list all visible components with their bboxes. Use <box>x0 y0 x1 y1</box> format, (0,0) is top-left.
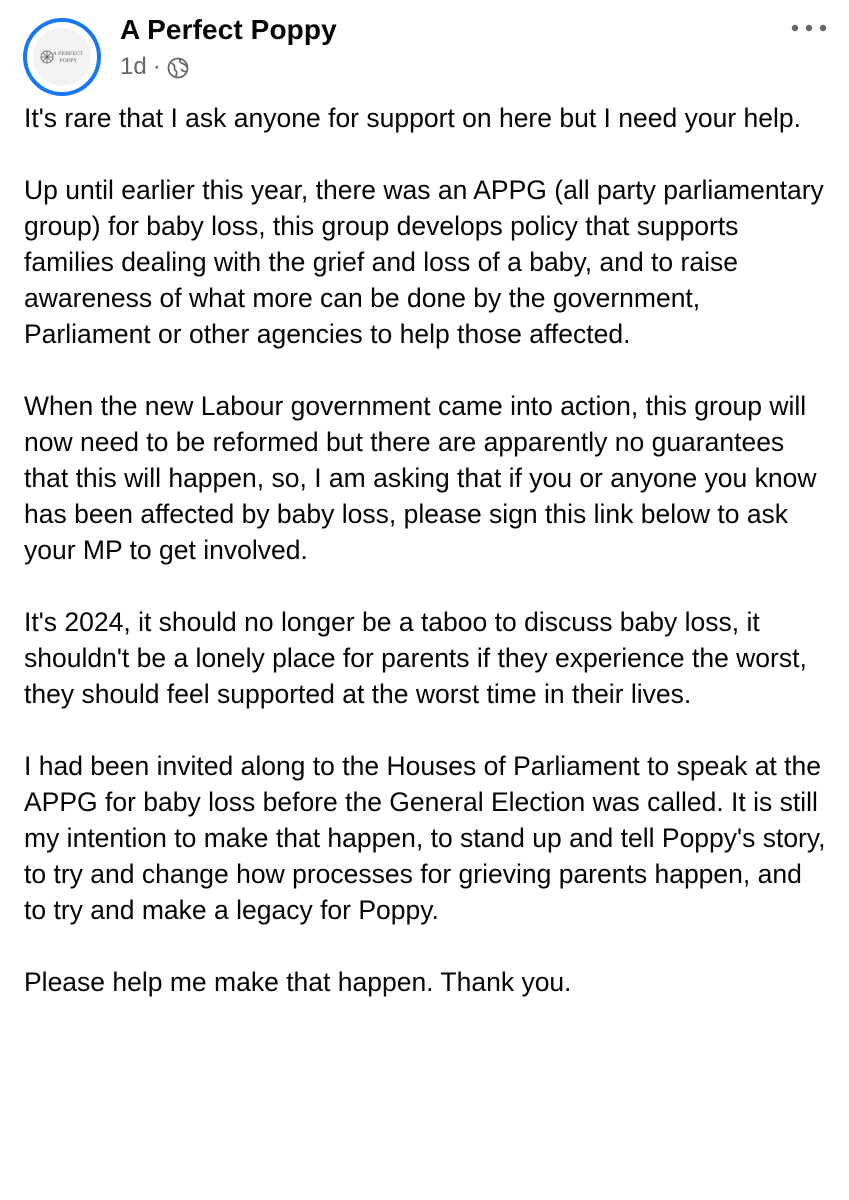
post-paragraph: Up until earlier this year, there was an APPG (all party parliamentary group) for baby loss, this group develops policy that supports families dealing with the grief and loss of a baby, and to raise awareness of what more can be done by the government, Parliament or other agencies to help those affected. <box>24 175 824 349</box>
post-meta <box>120 52 189 82</box>
svg-text:POPPY: POPPY <box>59 58 77 64</box>
avatar[interactable] <box>23 18 101 96</box>
post-paragraph: Please help me make that happen. Thank you. <box>24 967 572 997</box>
post-body <box>24 100 829 1000</box>
avatar-logo <box>33 28 91 86</box>
post-timestamp[interactable]: 1d <box>120 53 147 80</box>
post-header <box>0 0 849 100</box>
post-paragraph: It's rare that I ask anyone for support on here but I need your help. <box>24 103 801 133</box>
post-paragraph: I had been invited along to the Houses of Parliament to speak at the APPG for baby loss before the General Election was called. It is still my intention to make that happen, to stand up and tell Poppy's story, to try and change how processes for grieving parents happen, and to try and make a legacy for Poppy. <box>24 751 826 925</box>
svg-text:A PERFECT: A PERFECT <box>52 51 84 57</box>
page-name[interactable]: A Perfect Poppy <box>120 14 337 45</box>
globe-icon[interactable] <box>167 57 189 79</box>
meta-separator: · <box>152 53 161 80</box>
post-paragraph: When the new Labour government came into action, this group will now need to be reformed but there are apparently no guarantees that this will happen, so, I am asking that if you or anyone you know has been affected by baby loss, please sign this link below to ask your MP to get involved. <box>24 391 817 565</box>
more-horizontal-icon[interactable] <box>788 16 830 40</box>
post-paragraph: It's 2024, it should no longer be a taboo to discuss baby loss, it shouldn't be a lonely place for parents if they experience the worst, they should feel supported at the worst time in their lives. <box>24 607 807 709</box>
poppy-logo-icon <box>33 28 91 86</box>
